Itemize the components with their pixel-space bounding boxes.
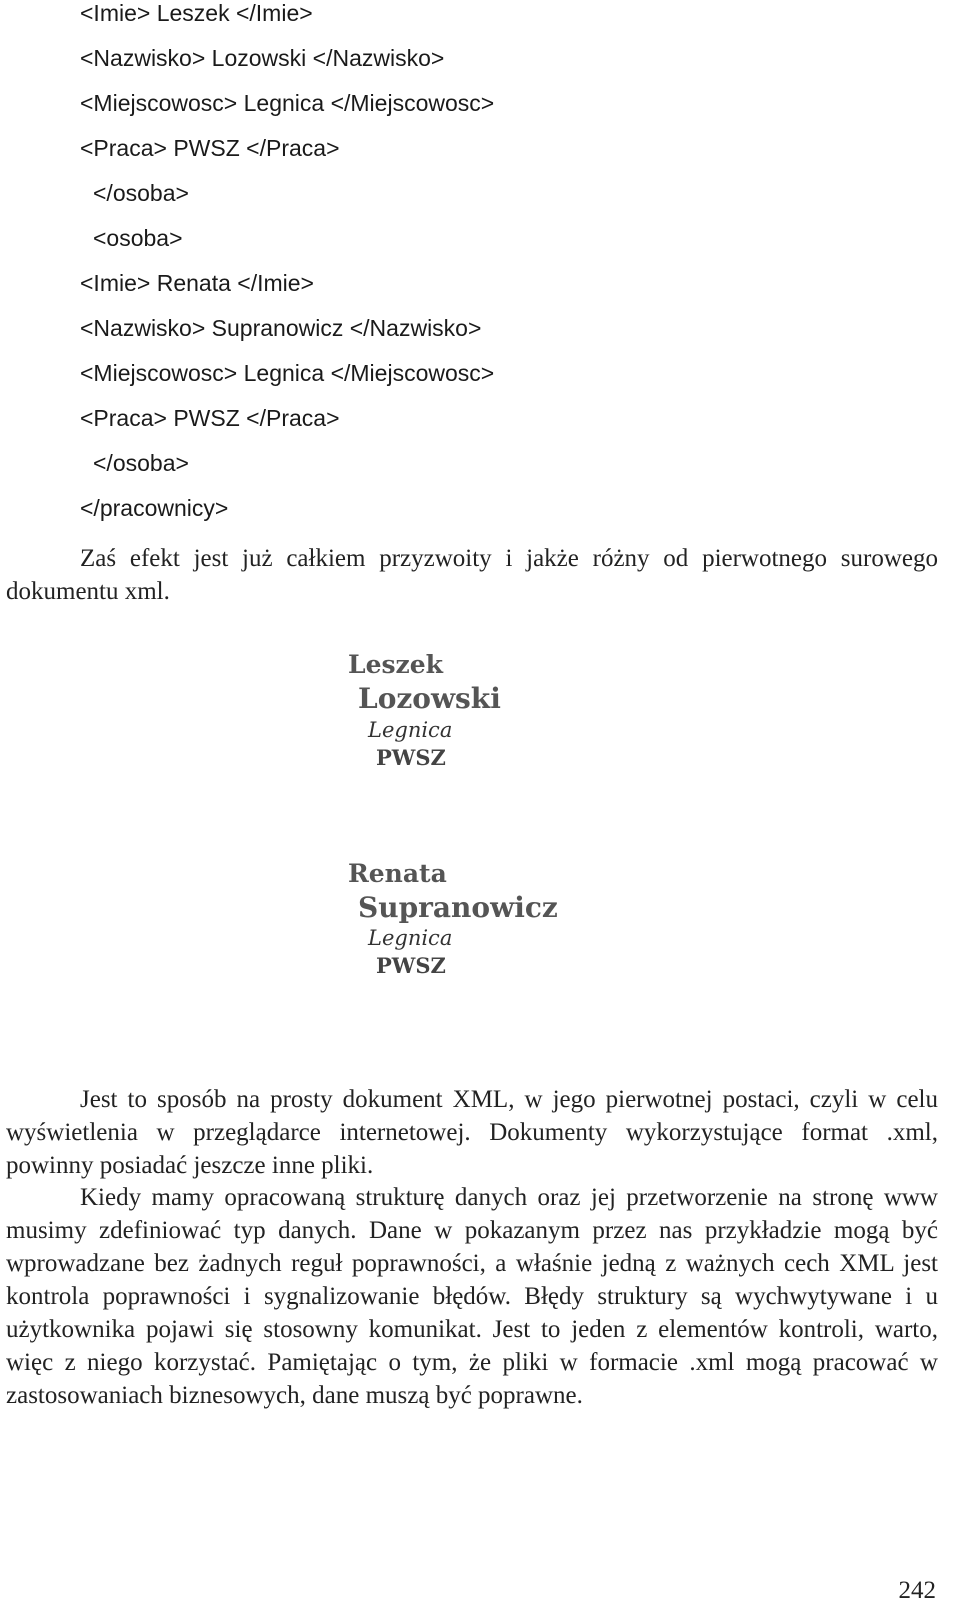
body-paragraph (6, 1181, 938, 1412)
code-line: <Miejscowosc> Legnica </Miejscowosc> (80, 90, 495, 116)
code-line: </pracownicy> (80, 495, 229, 521)
code-line: </osoba> (93, 180, 189, 206)
rendered-work: PWSZ (376, 745, 446, 770)
body-paragraph (6, 1083, 938, 1182)
rendered-city: Legnica (368, 718, 453, 742)
body-paragraph-text: Kiedy mamy opracowaną strukturę danych oraz jej przetworzenie na stronę www musimy zdefiniować typ danych. Dane w pokazanym przez nas przykładzie mogą być wprowadzane bez żadnych reguł poprawności, a właśnie jedną z ważnych cech XML jest kontrola poprawności i sygnalizowanie błędów. Błędy struktury są wychwytywane i u użytkownika pojawi się stosowny komunikat. Jest to jeden z elementów kontroli, warto, więc z niego korzystać. Pamiętając o tym, że pliki w formacie .xml mogą pracować w zastosowaniach biznesowych, dane muszą być poprawne. (6, 1184, 938, 1409)
code-line: <Praca> PWSZ </Praca> (80, 405, 340, 431)
body-paragraph-text: Jest to sposób na prosty dokument XML, w jego pierwotnej postaci, czyli w celu wyświetlenia w przeglądarce internetowej. Dokumenty wykorzystujące format .xml, powinny posiadać jeszcze inne pliki. (6, 1086, 938, 1179)
rendered-surname: Supranowicz (358, 891, 558, 924)
code-line: <Praca> PWSZ </Praca> (80, 135, 340, 161)
page-number: 242 (898, 1577, 936, 1604)
code-line: <osoba> (93, 225, 183, 251)
code-line: <Imie> Renata </Imie> (80, 270, 314, 296)
rendered-name: Leszek (348, 650, 443, 679)
rendered-work: PWSZ (376, 953, 446, 978)
rendered-city: Legnica (368, 926, 453, 950)
intro-paragraph-text: Zaś efekt jest już całkiem przyzwoity i jakże różny od pierwotnego surowego dokumentu xml. (6, 545, 938, 605)
rendered-surname: Lozowski (358, 682, 501, 715)
code-line: </osoba> (93, 450, 189, 476)
code-line: <Nazwisko> Supranowicz </Nazwisko> (80, 315, 482, 341)
code-line: <Miejscowosc> Legnica </Miejscowosc> (80, 360, 495, 386)
rendered-name: Renata (348, 859, 447, 888)
code-line: <Imie> Leszek </Imie> (80, 0, 313, 26)
code-line: <Nazwisko> Lozowski </Nazwisko> (80, 45, 445, 71)
intro-paragraph (6, 542, 938, 608)
